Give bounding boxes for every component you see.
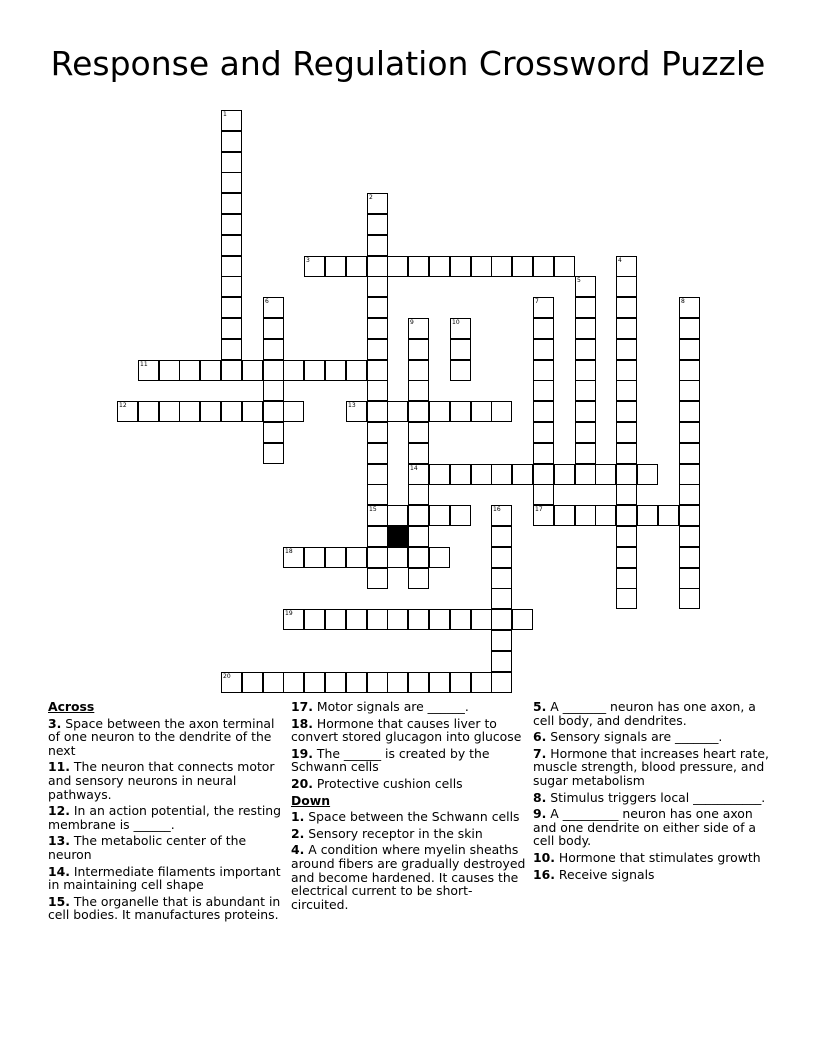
grid-cell-black bbox=[387, 526, 408, 547]
grid-cell[interactable] bbox=[533, 360, 554, 381]
grid-cell[interactable] bbox=[575, 505, 596, 526]
clue-number-label: 15 bbox=[369, 506, 377, 513]
grid-cell[interactable] bbox=[263, 297, 284, 318]
grid-cell[interactable] bbox=[221, 131, 242, 152]
grid-cell[interactable] bbox=[367, 609, 388, 630]
clue-text: Motor signals are ______. bbox=[316, 699, 469, 714]
clue-across-3 bbox=[48, 717, 284, 758]
clue-number-label: 1 bbox=[223, 111, 227, 118]
clue-across-14 bbox=[48, 865, 284, 892]
grid-cell[interactable] bbox=[679, 547, 700, 568]
clue-text: The organelle that is abundant in cell bodies. It manufactures proteins. bbox=[48, 893, 281, 923]
grid-cell[interactable] bbox=[575, 380, 596, 401]
grid-cell[interactable] bbox=[450, 401, 471, 422]
grid-cell[interactable] bbox=[159, 401, 180, 422]
down-heading: Down bbox=[291, 792, 331, 808]
grid-cell[interactable] bbox=[367, 214, 388, 235]
grid-cell[interactable] bbox=[367, 401, 388, 422]
clue-down-4 bbox=[291, 843, 527, 911]
grid-cell[interactable] bbox=[242, 360, 263, 381]
grid-cell[interactable] bbox=[533, 256, 554, 277]
grid-cell[interactable] bbox=[491, 256, 512, 277]
clue-text: Intermediate filaments important in maintaining cell shape bbox=[48, 863, 281, 893]
grid-cell[interactable] bbox=[263, 339, 284, 360]
grid-cell[interactable] bbox=[325, 256, 346, 277]
grid-cell[interactable] bbox=[616, 568, 637, 589]
grid-cell[interactable] bbox=[533, 297, 554, 318]
clue-across-18 bbox=[291, 717, 527, 744]
grid-cell[interactable] bbox=[679, 297, 700, 318]
grid-cell[interactable] bbox=[283, 672, 304, 693]
grid-cell[interactable] bbox=[367, 484, 388, 505]
grid-cell[interactable] bbox=[429, 256, 450, 277]
grid-cell[interactable] bbox=[263, 401, 284, 422]
clue-number-label: 18 bbox=[285, 548, 293, 555]
grid-cell[interactable] bbox=[575, 422, 596, 443]
grid-cell[interactable] bbox=[533, 505, 554, 526]
grid-cell[interactable] bbox=[367, 360, 388, 381]
clue-text: Hormone that increases heart rate, muscle strength, blood pressure, and sugar metabolism bbox=[533, 745, 769, 788]
grid-cell[interactable] bbox=[429, 401, 450, 422]
grid-cell[interactable] bbox=[325, 547, 346, 568]
grid-cell[interactable] bbox=[221, 401, 242, 422]
grid-cell[interactable] bbox=[679, 505, 700, 526]
grid-cell[interactable] bbox=[616, 505, 637, 526]
across-heading: Across bbox=[48, 699, 95, 714]
grid-cell[interactable] bbox=[367, 380, 388, 401]
grid-cell[interactable] bbox=[367, 297, 388, 318]
grid-cell[interactable] bbox=[679, 318, 700, 339]
clue-down-10 bbox=[533, 851, 769, 865]
grid-cell[interactable] bbox=[408, 672, 429, 693]
grid-cell[interactable] bbox=[367, 505, 388, 526]
clue-number-label: 16 bbox=[493, 506, 501, 513]
grid-cell[interactable] bbox=[408, 318, 429, 339]
grid-cell[interactable] bbox=[616, 360, 637, 381]
grid-cell[interactable] bbox=[408, 505, 429, 526]
grid-cell[interactable] bbox=[408, 547, 429, 568]
clue-number: 13. bbox=[48, 833, 70, 849]
grid-cell[interactable] bbox=[242, 401, 263, 422]
grid-cell[interactable] bbox=[491, 651, 512, 672]
grid-cell[interactable] bbox=[575, 339, 596, 360]
grid-cell[interactable] bbox=[263, 318, 284, 339]
grid-cell[interactable] bbox=[367, 339, 388, 360]
grid-cell[interactable] bbox=[367, 276, 388, 297]
clue-number-label: 10 bbox=[452, 319, 460, 326]
grid-cell[interactable] bbox=[533, 484, 554, 505]
grid-cell[interactable] bbox=[367, 256, 388, 277]
grid-cell[interactable] bbox=[117, 401, 138, 422]
grid-cell[interactable] bbox=[575, 318, 596, 339]
grid-cell[interactable] bbox=[346, 401, 367, 422]
grid-cell[interactable] bbox=[595, 464, 616, 485]
grid-cell[interactable] bbox=[367, 464, 388, 485]
clue-text: Receive signals bbox=[558, 866, 655, 882]
grid-cell[interactable] bbox=[367, 547, 388, 568]
clue-across-11 bbox=[48, 760, 284, 801]
grid-cell[interactable] bbox=[325, 672, 346, 693]
clue-across-17 bbox=[291, 700, 527, 714]
grid-cell[interactable] bbox=[138, 360, 159, 381]
grid-cell[interactable] bbox=[408, 484, 429, 505]
clue-down-5 bbox=[533, 700, 769, 727]
clue-number: 10. bbox=[533, 849, 555, 865]
clue-text: Space between the Schwann cells bbox=[308, 809, 520, 825]
grid-cell[interactable] bbox=[595, 505, 616, 526]
grid-cell[interactable] bbox=[408, 526, 429, 547]
grid-cell[interactable] bbox=[221, 339, 242, 360]
grid-cell[interactable] bbox=[679, 443, 700, 464]
grid-cell[interactable] bbox=[450, 505, 471, 526]
grid-cell[interactable] bbox=[408, 339, 429, 360]
grid-cell[interactable] bbox=[408, 464, 429, 485]
grid-cell[interactable] bbox=[408, 380, 429, 401]
grid-cell[interactable] bbox=[512, 256, 533, 277]
grid-cell[interactable] bbox=[616, 297, 637, 318]
clue-text: A _______ neuron has one axon, a cell body, and dendrites. bbox=[533, 699, 756, 728]
grid-cell[interactable] bbox=[491, 672, 512, 693]
clue-text: A _________ neuron has one axon and one dendrite on either side of a cell body. bbox=[533, 806, 757, 849]
grid-cell[interactable] bbox=[471, 464, 492, 485]
grid-cell[interactable] bbox=[679, 422, 700, 443]
clue-number: 18. bbox=[291, 715, 313, 731]
grid-cell[interactable] bbox=[346, 360, 367, 381]
grid-cell[interactable] bbox=[491, 568, 512, 589]
clue-number-label: 14 bbox=[410, 465, 418, 472]
grid-cell[interactable] bbox=[533, 464, 554, 485]
clue-number-label: 9 bbox=[410, 319, 414, 326]
clue-number: 2. bbox=[291, 825, 305, 841]
grid-cell[interactable] bbox=[491, 464, 512, 485]
grid-cell[interactable] bbox=[533, 318, 554, 339]
clue-number-label: 20 bbox=[223, 673, 231, 680]
grid-cell[interactable] bbox=[471, 401, 492, 422]
grid-cell[interactable] bbox=[450, 256, 471, 277]
grid-cell[interactable] bbox=[346, 547, 367, 568]
clue-down-16 bbox=[533, 868, 769, 882]
grid-cell[interactable] bbox=[616, 547, 637, 568]
clue-number-label: 8 bbox=[681, 298, 685, 305]
grid-cell[interactable] bbox=[387, 505, 408, 526]
grid-cell[interactable] bbox=[491, 547, 512, 568]
grid-cell[interactable] bbox=[616, 484, 637, 505]
clue-number: 20. bbox=[291, 775, 313, 791]
clue-number: 16. bbox=[533, 866, 555, 882]
grid-cell[interactable] bbox=[408, 568, 429, 589]
grid-cell[interactable] bbox=[575, 297, 596, 318]
grid-cell[interactable] bbox=[450, 318, 471, 339]
grid-cell[interactable] bbox=[387, 401, 408, 422]
grid-cell[interactable] bbox=[491, 630, 512, 651]
grid-cell[interactable] bbox=[679, 484, 700, 505]
grid-cell[interactable] bbox=[616, 318, 637, 339]
grid-cell[interactable] bbox=[575, 360, 596, 381]
grid-cell[interactable] bbox=[616, 380, 637, 401]
clues-column-2 bbox=[291, 700, 527, 914]
grid-cell[interactable] bbox=[554, 256, 575, 277]
clue-down-8 bbox=[533, 791, 769, 805]
grid-cell[interactable] bbox=[450, 464, 471, 485]
grid-cell[interactable] bbox=[554, 505, 575, 526]
grid-cell[interactable] bbox=[408, 443, 429, 464]
grid-cell[interactable] bbox=[367, 318, 388, 339]
grid-cell[interactable] bbox=[533, 339, 554, 360]
clue-across-13 bbox=[48, 834, 284, 861]
clue-down-1 bbox=[291, 810, 527, 824]
grid-cell[interactable] bbox=[616, 256, 637, 277]
grid-cell[interactable] bbox=[221, 318, 242, 339]
grid-cell[interactable] bbox=[367, 422, 388, 443]
grid-cell[interactable] bbox=[429, 464, 450, 485]
grid-cell[interactable] bbox=[221, 214, 242, 235]
grid-cell[interactable] bbox=[679, 360, 700, 381]
clues-column-1 bbox=[48, 700, 284, 925]
grid-cell[interactable] bbox=[679, 401, 700, 422]
grid-cell[interactable] bbox=[200, 360, 221, 381]
clue-number: 11. bbox=[48, 759, 70, 775]
clue-number-label: 11 bbox=[140, 361, 148, 368]
clue-across-12 bbox=[48, 804, 284, 831]
grid-cell[interactable] bbox=[471, 256, 492, 277]
clue-number: 17. bbox=[291, 699, 313, 714]
grid-cell[interactable] bbox=[263, 360, 284, 381]
page-title: Response and Regulation Crossword Puzzle bbox=[50, 44, 766, 83]
clue-number-label: 19 bbox=[285, 610, 293, 617]
clue-number-label: 7 bbox=[535, 298, 539, 305]
grid-cell[interactable] bbox=[512, 609, 533, 630]
clue-number: 3. bbox=[48, 715, 62, 731]
clue-down-9 bbox=[533, 807, 769, 848]
clue-number: 7. bbox=[533, 745, 547, 761]
grid-cell[interactable] bbox=[138, 401, 159, 422]
grid-cell[interactable] bbox=[616, 401, 637, 422]
grid-cell[interactable] bbox=[471, 672, 492, 693]
clue-number: 15. bbox=[48, 893, 70, 909]
clue-number: 5. bbox=[533, 699, 547, 714]
grid-cell[interactable] bbox=[263, 422, 284, 443]
grid-cell[interactable] bbox=[408, 609, 429, 630]
clue-text: The ______ is created by the Schwann cells bbox=[291, 745, 490, 775]
grid-cell[interactable] bbox=[367, 235, 388, 256]
grid-cell[interactable] bbox=[387, 609, 408, 630]
clue-number: 6. bbox=[533, 729, 547, 745]
grid-cell[interactable] bbox=[221, 110, 242, 131]
grid-cell[interactable] bbox=[616, 588, 637, 609]
grid-cell[interactable] bbox=[221, 235, 242, 256]
clue-text: A condition where myelin sheaths around fibers are gradually destroyed and become hardened. It causes the electrical current to be short-circuited. bbox=[291, 842, 526, 912]
grid-cell[interactable] bbox=[637, 464, 658, 485]
clue-text: Hormone that causes liver to convert stored glucagon into glucose bbox=[291, 715, 522, 745]
grid-cell[interactable] bbox=[304, 672, 325, 693]
grid-cell[interactable] bbox=[221, 360, 242, 381]
grid-cell[interactable] bbox=[408, 360, 429, 381]
grid-cell[interactable] bbox=[283, 401, 304, 422]
clue-across-20 bbox=[291, 777, 527, 791]
grid-cell[interactable] bbox=[325, 609, 346, 630]
grid-cell[interactable] bbox=[367, 672, 388, 693]
clue-number-label: 17 bbox=[535, 506, 543, 513]
clue-number: 4. bbox=[291, 842, 305, 858]
clue-text: Sensory signals are _______. bbox=[550, 729, 723, 745]
grid-cell[interactable] bbox=[263, 380, 284, 401]
grid-cell[interactable] bbox=[408, 256, 429, 277]
clue-number-label: 6 bbox=[265, 298, 269, 305]
grid-cell[interactable] bbox=[325, 360, 346, 381]
grid-cell[interactable] bbox=[221, 193, 242, 214]
grid-cell[interactable] bbox=[616, 443, 637, 464]
clue-number: 12. bbox=[48, 803, 70, 819]
grid-cell[interactable] bbox=[450, 672, 471, 693]
clue-down-2 bbox=[291, 827, 527, 841]
grid-cell[interactable] bbox=[367, 443, 388, 464]
grid-cell[interactable] bbox=[346, 672, 367, 693]
grid-cell[interactable] bbox=[679, 526, 700, 547]
grid-cell[interactable] bbox=[575, 443, 596, 464]
grid-cell[interactable] bbox=[429, 505, 450, 526]
grid-cell[interactable] bbox=[679, 464, 700, 485]
grid-cell[interactable] bbox=[179, 401, 200, 422]
clue-text: The metabolic center of the neuron bbox=[48, 833, 247, 862]
grid-cell[interactable] bbox=[242, 672, 263, 693]
grid-cell[interactable] bbox=[179, 360, 200, 381]
clue-number-label: 5 bbox=[577, 277, 581, 284]
grid-cell[interactable] bbox=[221, 256, 242, 277]
grid-cell[interactable] bbox=[491, 505, 512, 526]
clue-down-6 bbox=[533, 730, 769, 744]
grid-cell[interactable] bbox=[263, 443, 284, 464]
grid-cell[interactable] bbox=[533, 380, 554, 401]
grid-cell[interactable] bbox=[491, 526, 512, 547]
clue-number: 8. bbox=[533, 789, 547, 805]
grid-cell[interactable] bbox=[616, 526, 637, 547]
grid-cell[interactable] bbox=[408, 401, 429, 422]
clue-text: Stimulus triggers local ___________. bbox=[550, 789, 766, 805]
clue-number-label: 13 bbox=[348, 402, 356, 409]
clues-column-3 bbox=[533, 700, 769, 884]
grid-cell[interactable] bbox=[575, 464, 596, 485]
clue-number: 19. bbox=[291, 745, 313, 761]
grid-cell[interactable] bbox=[679, 339, 700, 360]
grid-cell[interactable] bbox=[387, 672, 408, 693]
clue-number: 1. bbox=[291, 809, 305, 825]
grid-cell[interactable] bbox=[304, 256, 325, 277]
grid-cell[interactable] bbox=[616, 422, 637, 443]
grid-cell[interactable] bbox=[616, 464, 637, 485]
grid-cell[interactable] bbox=[200, 401, 221, 422]
grid-cell[interactable] bbox=[512, 464, 533, 485]
grid-cell[interactable] bbox=[283, 609, 304, 630]
grid-cell[interactable] bbox=[616, 276, 637, 297]
clue-text: Hormone that stimulates growth bbox=[558, 849, 761, 865]
grid-cell[interactable] bbox=[450, 360, 471, 381]
grid-cell[interactable] bbox=[304, 360, 325, 381]
grid-cell[interactable] bbox=[679, 588, 700, 609]
grid-cell[interactable] bbox=[429, 609, 450, 630]
grid-cell[interactable] bbox=[159, 360, 180, 381]
clue-text: Protective cushion cells bbox=[316, 775, 463, 791]
grid-cell[interactable] bbox=[491, 609, 512, 630]
grid-cell[interactable] bbox=[346, 256, 367, 277]
clue-number: 14. bbox=[48, 863, 70, 879]
grid-cell[interactable] bbox=[367, 193, 388, 214]
grid-cell[interactable] bbox=[221, 152, 242, 173]
grid-cell[interactable] bbox=[533, 401, 554, 422]
clue-text: Sensory receptor in the skin bbox=[308, 825, 483, 841]
clue-across-19 bbox=[291, 747, 527, 774]
grid-cell[interactable] bbox=[367, 568, 388, 589]
clue-text: The neuron that connects motor and sensory neurons in neural pathways. bbox=[48, 759, 275, 802]
grid-cell[interactable] bbox=[637, 505, 658, 526]
clue-across-15 bbox=[48, 895, 284, 922]
clue-text: Space between the axon terminal of one neuron to the dendrite of the next bbox=[48, 715, 275, 758]
grid-cell[interactable] bbox=[387, 256, 408, 277]
grid-cell[interactable] bbox=[554, 464, 575, 485]
grid-cell[interactable] bbox=[429, 672, 450, 693]
grid-cell[interactable] bbox=[283, 360, 304, 381]
grid-cell[interactable] bbox=[533, 443, 554, 464]
grid-cell[interactable] bbox=[221, 297, 242, 318]
grid-cell[interactable] bbox=[616, 339, 637, 360]
grid-cell[interactable] bbox=[658, 505, 679, 526]
clue-number-label: 2 bbox=[369, 194, 373, 201]
clue-number-label: 3 bbox=[306, 257, 310, 264]
grid-cell[interactable] bbox=[491, 588, 512, 609]
grid-cell[interactable] bbox=[221, 172, 242, 193]
grid-cell[interactable] bbox=[283, 547, 304, 568]
grid-cell[interactable] bbox=[387, 547, 408, 568]
clue-text: In an action potential, the resting membrane is ______. bbox=[48, 803, 282, 832]
grid-cell[interactable] bbox=[429, 547, 450, 568]
grid-cell[interactable] bbox=[221, 672, 242, 693]
clue-number: 9. bbox=[533, 806, 547, 822]
grid-cell[interactable] bbox=[221, 276, 242, 297]
clue-number-label: 12 bbox=[119, 402, 127, 409]
grid-cell[interactable] bbox=[450, 339, 471, 360]
grid-cell[interactable] bbox=[679, 568, 700, 589]
grid-cell[interactable] bbox=[346, 609, 367, 630]
clue-down-7 bbox=[533, 747, 769, 788]
grid-cell[interactable] bbox=[575, 276, 596, 297]
grid-cell[interactable] bbox=[491, 401, 512, 422]
grid-cell[interactable] bbox=[304, 609, 325, 630]
grid-cell[interactable] bbox=[367, 526, 388, 547]
grid-cell[interactable] bbox=[471, 609, 492, 630]
grid-cell[interactable] bbox=[533, 422, 554, 443]
grid-cell[interactable] bbox=[304, 547, 325, 568]
grid-cell[interactable] bbox=[408, 422, 429, 443]
clue-number-label: 4 bbox=[618, 257, 622, 264]
grid-cell[interactable] bbox=[575, 401, 596, 422]
grid-cell[interactable] bbox=[450, 609, 471, 630]
grid-cell[interactable] bbox=[679, 380, 700, 401]
grid-cell[interactable] bbox=[263, 672, 284, 693]
